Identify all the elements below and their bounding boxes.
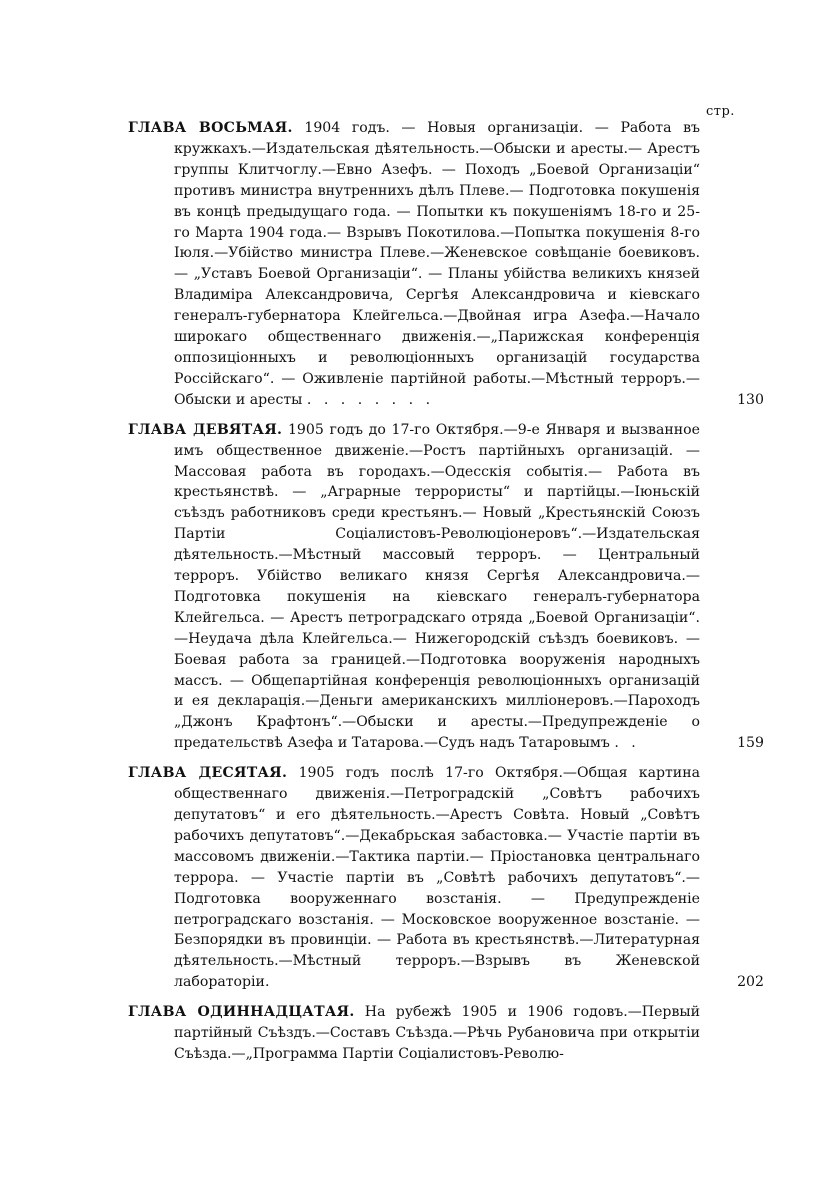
- chapter-title: ГЛАВА ДЕСЯТАЯ.: [128, 765, 288, 782]
- chapter-summary: 1904 годъ. — Новыя организаціи. — Работа въ кружкахъ.—Издательская дѣятельность.—Обыски и аресты.— Арестъ группы Клитчоглу.—Евно Азефъ. — Походъ „Боевой Организаціи“ противъ министра внутреннихъ дѣлъ Плеве.— Подготовка покушенія въ концѣ предыдущаго года. — Попытки къ покушеніямъ 18-го и 25-го Марта 1904 года.— Взрывъ Покотилова.—Попытка покушенія 8-го Іюля.—Убійство министра Плеве.—Женевское совѣщаніе боевиковъ.— „Уставъ Боевой Организаціи“. — Планы убійства великихъ князей Владиміра Александровича, Сергѣя Александровича и кіевскаго генералъ-губернатора Клейгельса.—Двойная игра Азефа.—Начало широкаго общественнаго движенія.—„Парижская конференція оппозиціонныхъ и революціонныхъ организацій государства Россійскаго“. — Оживленіе партійной работы.—Мѣстный терроръ.—Обыски и аресты: [174, 120, 700, 408]
- toc-entry-chapter-10: [128, 763, 764, 993]
- toc-entry-chapter-9: [128, 420, 764, 755]
- page-number: 130: [737, 391, 764, 408]
- chapter-title: ГЛАВА ОДИННАДЦАТАЯ.: [128, 1004, 355, 1021]
- toc-entry-text: [128, 763, 700, 993]
- table-of-contents: [128, 118, 764, 1074]
- toc-entry-text: [128, 420, 700, 755]
- dot-leader: . . . . . . . .: [306, 391, 435, 408]
- chapter-title: ГЛАВА ДЕВЯТАЯ.: [128, 421, 283, 438]
- dot-leader: . .: [614, 735, 640, 752]
- chapter-title: ГЛАВА ВОСЬМАЯ.: [128, 120, 293, 136]
- chapter-summary: 1905 годъ послѣ 17-го Октября.—Общая картина общественнаго движенія.—Петроградскій „Совѣтъ рабочихъ депутатовъ“ и его дѣятельность.—Арестъ Совѣта. Новый „Совѣтъ рабочихъ депутатовъ“.—Декабрьская забастовка.— Участіе партіи въ массовомъ движеніи.—Тактика партіи.— Пріостановка центральнаго террора. — Участіе партіи въ „Совѣтѣ рабочихъ депутатовъ“.—Подготовка вооруженнаго возстанія. — Предупрежденіе петроградскаго возстанія. — Московское вооруженное возстаніе. — Безпорядки въ провинціи. — Работа въ крестьянствѣ.—Литературная дѣятельность.—Мѣстный терроръ.—Взрывъ въ Женевской лабораторіи.: [174, 765, 700, 991]
- page-number: 159: [737, 735, 764, 752]
- toc-entry-chapter-8: [128, 118, 764, 411]
- toc-entry-text: [128, 118, 700, 411]
- page-column-label: стр.: [706, 104, 735, 119]
- chapter-summary: На рубежѣ 1905 и 1906 годовъ.—Первый партійный Съѣздъ.—Составъ Съѣзда.—Рѣчь Рубановича при открытіи Съѣзда.—„Программа Партіи Соціалистовъ-Револю-: [174, 1004, 700, 1062]
- toc-entry-text: [128, 1002, 700, 1065]
- toc-entry-chapter-11: [128, 1002, 764, 1065]
- page-number: 202: [737, 974, 764, 991]
- chapter-summary: 1905 годъ до 17-го Октября.—9-е Января и вызванное имъ общественное движеніе.—Ростъ партійныхъ организацій. — Массовая работа въ городахъ.—Одесскія событія.— Работа въ крестьянствѣ. — „Аграрные террористы“ и партійцы.—Іюньскій съѣздъ работниковъ среди крестьянъ.— Новый „Крестьянскій Союзъ Партіи Соціалистовъ-Революціонеровъ“.—Издательская дѣятельность.—Мѣстный массовый терроръ. — Центральный терроръ. Убійство великаго князя Сергѣя Александровича.—Подготовка покушенія на кіевскаго генералъ-губернатора Клейгельса. — Арестъ петроградскаго отряда „Боевой Организаціи“.—Неудача дѣла Клейгельса.— Нижегородскій съѣздъ боевиковъ. — Боевая работа за границей.—Подготовка вооруженія народныхъ массъ. — Общепартійная конференція революціонныхъ организацій и ея декларація.—Деньги американскихъ милліонеровъ.—Пароходъ „Джонъ Крафтонъ“.—Обыски и аресты.—Предупрежденіе о предательствѣ Азефа и Татарова.—Судъ надъ Татаровымъ: [174, 421, 700, 752]
